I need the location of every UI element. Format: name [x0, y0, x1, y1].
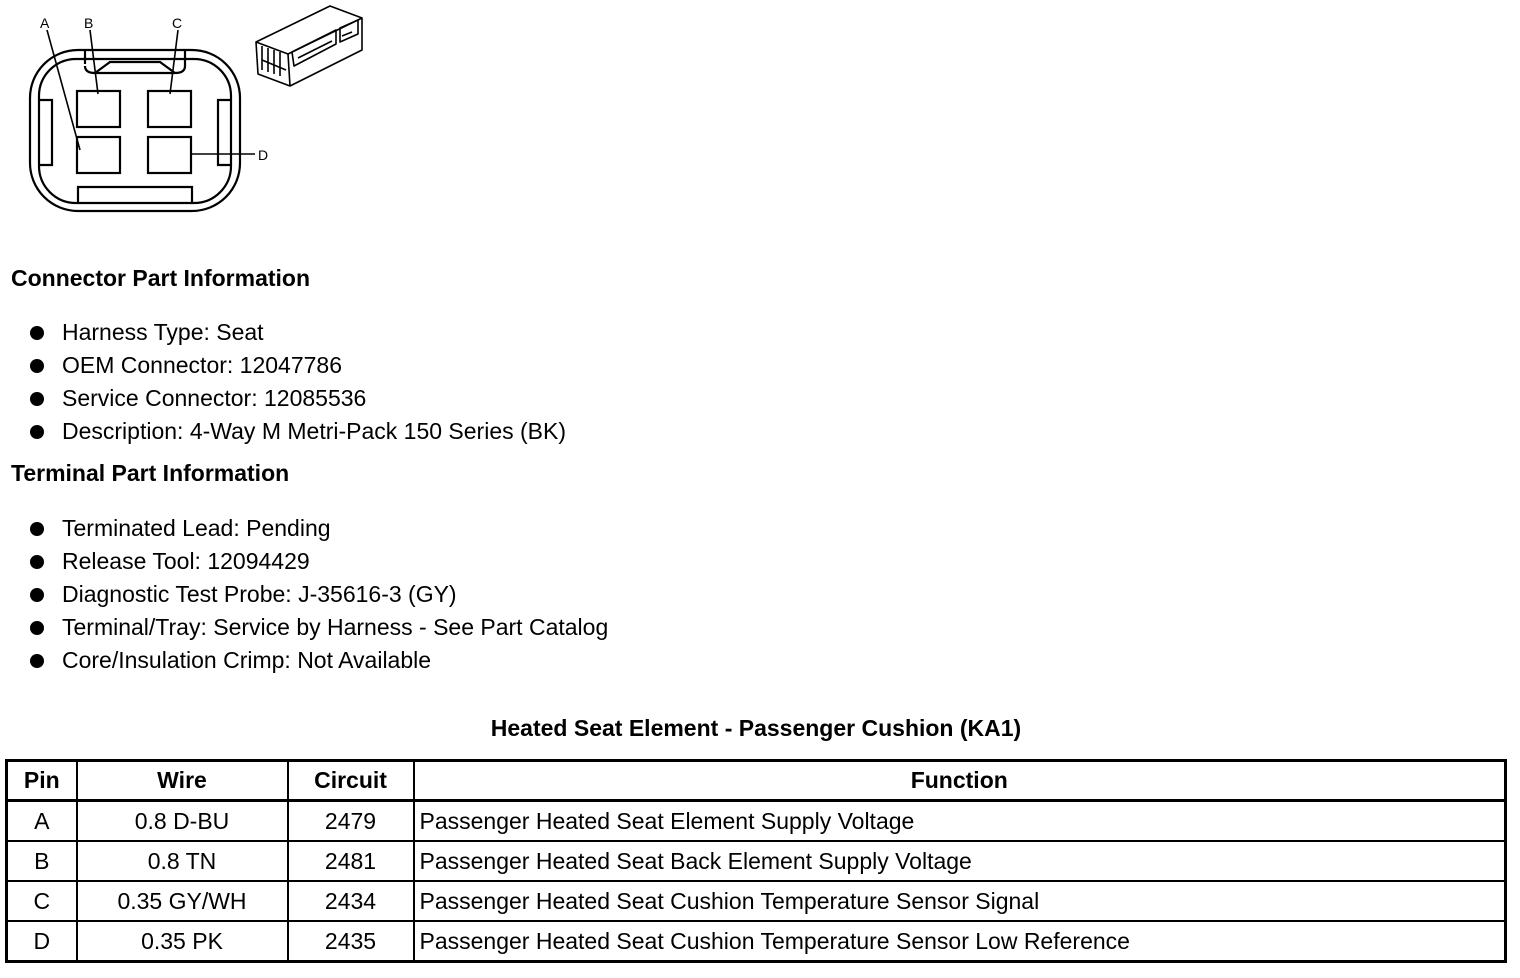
table-title: Heated Seat Element - Passenger Cushion (KA1): [490, 715, 1022, 741]
cell-pin: D: [7, 921, 77, 962]
terminal-info-list: [28, 512, 608, 677]
cavity-a: [77, 137, 120, 173]
bullet-icon: [30, 621, 44, 635]
connector-3d-illustration: [256, 6, 362, 86]
list-item-text: Terminated Lead: Pending: [62, 515, 331, 541]
list-item: [28, 644, 608, 677]
bullet-icon: [30, 359, 44, 373]
cell-circuit: 2481: [288, 841, 414, 881]
bullet-icon: [30, 555, 44, 569]
cell-function: Passenger Heated Seat Cushion Temperature Sensor Low Reference: [414, 921, 1506, 962]
list-item: [28, 316, 566, 349]
pin-label-d: D: [258, 147, 269, 163]
cavity-d: [148, 137, 191, 173]
bullet-icon: [30, 425, 44, 439]
list-item: [28, 382, 566, 415]
list-item-text: OEM Connector: 12047786: [62, 352, 343, 378]
list-item-text: Terminal/Tray: Service by Harness - See Part Catalog: [62, 614, 609, 640]
cell-pin: C: [7, 881, 77, 921]
cavity-b: [77, 91, 120, 127]
cell-function: Passenger Heated Seat Back Element Supply Voltage: [414, 841, 1506, 881]
list-item-text: Harness Type: Seat: [62, 319, 264, 345]
cell-wire: 0.35 PK: [77, 921, 288, 962]
cell-circuit: 2479: [288, 801, 414, 842]
cell-circuit: 2434: [288, 881, 414, 921]
column-header-circuit: Circuit: [288, 761, 414, 801]
list-item: [28, 512, 608, 545]
table-header-row: [7, 761, 1506, 801]
connector-inner-housing: [39, 59, 231, 203]
list-item-text: Description: 4-Way M Metri-Pack 150 Series (BK): [62, 418, 567, 444]
list-item: [28, 611, 608, 644]
pin-label-c: C: [172, 15, 183, 31]
cell-function: Passenger Heated Seat Element Supply Voltage: [414, 801, 1506, 842]
cell-wire: 0.8 D-BU: [77, 801, 288, 842]
cell-function: Passenger Heated Seat Cushion Temperature Sensor Signal: [414, 881, 1506, 921]
leader-line-c: [170, 30, 178, 94]
bullet-icon: [30, 326, 44, 340]
cell-wire: 0.35 GY/WH: [77, 881, 288, 921]
list-item: [28, 349, 566, 382]
list-item: [28, 415, 566, 448]
cavity-c: [148, 91, 191, 127]
column-header-wire: Wire: [77, 761, 288, 801]
column-header-pin: Pin: [7, 761, 77, 801]
connector-info-title: Connector Part Information: [11, 265, 311, 291]
bullet-icon: [30, 654, 44, 668]
terminal-info-title: Terminal Part Information: [11, 460, 290, 486]
list-item-text: Service Connector: 12085536: [62, 385, 367, 411]
connector-info-list: [28, 316, 566, 448]
bullet-icon: [30, 588, 44, 602]
cell-circuit: 2435: [288, 921, 414, 962]
connector-diagram: [0, 0, 380, 225]
table-row: [7, 801, 1506, 842]
pin-label-b: B: [84, 15, 94, 31]
cell-pin: B: [7, 841, 77, 881]
cell-wire: 0.8 TN: [77, 841, 288, 881]
list-item: [28, 545, 608, 578]
table-row: [7, 921, 1506, 962]
table-row: [7, 841, 1506, 881]
bullet-icon: [30, 392, 44, 406]
cell-pin: A: [7, 801, 77, 842]
pin-label-a: A: [40, 15, 50, 31]
leader-line-b: [90, 30, 98, 94]
table-row: [7, 881, 1506, 921]
connector-key: [78, 187, 192, 203]
list-item-text: Release Tool: 12094429: [62, 548, 310, 574]
bullet-icon: [30, 522, 44, 536]
pinout-table: [5, 759, 1507, 963]
list-item-text: Core/Insulation Crimp: Not Available: [62, 647, 432, 673]
column-header-function: Function: [414, 761, 1506, 801]
list-item: [28, 578, 608, 611]
list-item-text: Diagnostic Test Probe: J-35616-3 (GY): [62, 581, 457, 607]
